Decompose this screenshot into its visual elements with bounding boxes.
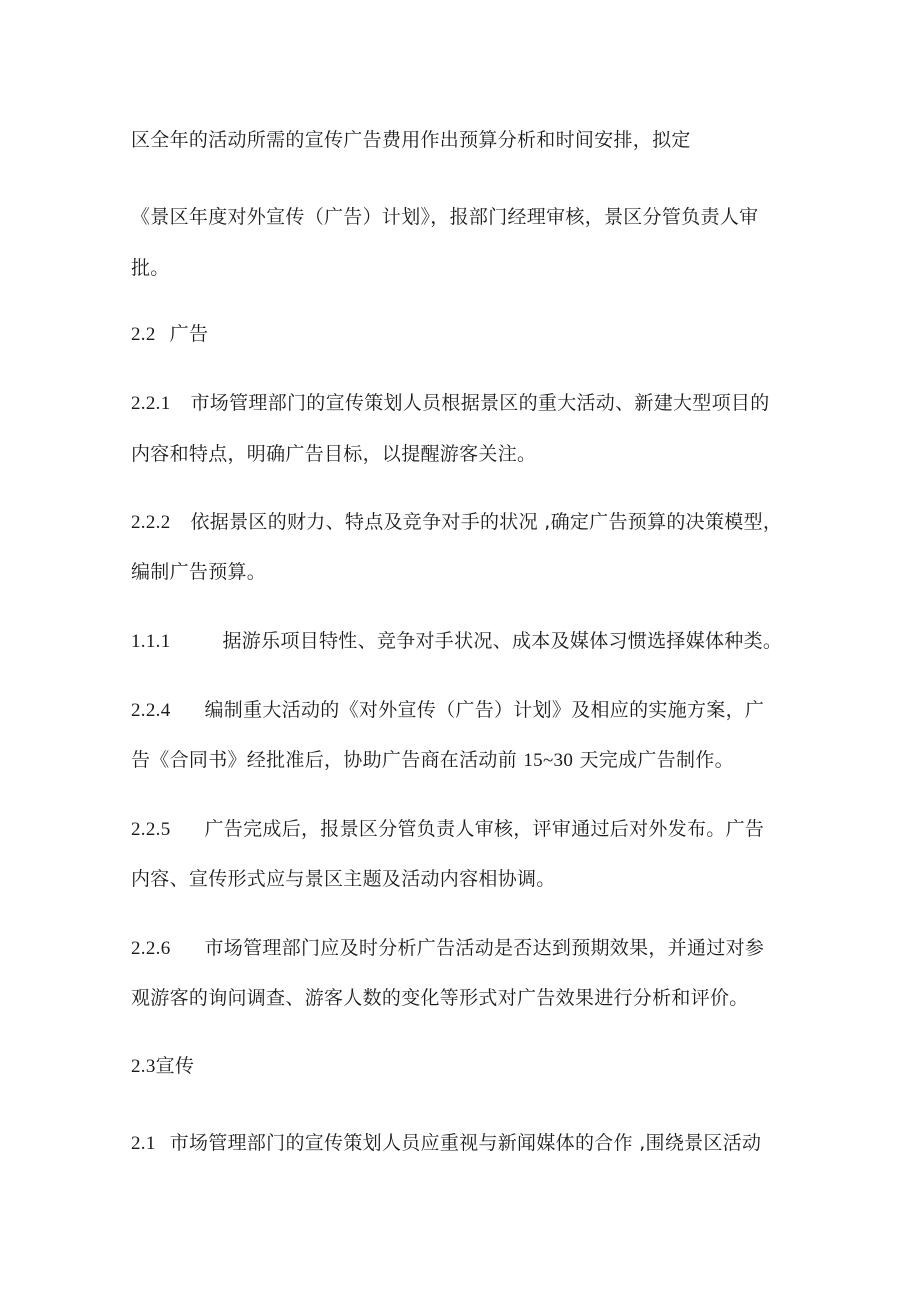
text: 天完成广告制作。: [573, 749, 734, 771]
text: 批。: [131, 257, 170, 279]
section-title: 宣传: [155, 1055, 195, 1077]
text: 《景区年度对外宣传（广告）计划》，报部门经理审核，景区分管负责人审: [131, 206, 759, 228]
section-heading: [131, 1054, 811, 1079]
text: 市场管理部门的宣传策划人员应重视与新闻媒体的合作 ,围绕景区活动: [169, 1132, 762, 1154]
text: 依据景区的财力、特点及竞争对手的状况 ,确定广告预算的决策模型，: [190, 511, 783, 533]
section-heading: [131, 322, 811, 347]
text: 市场管理部门应及时分析广告活动是否达到预期效果，并通过对参: [204, 937, 765, 959]
clause-line: [131, 629, 811, 654]
text: 市场管理部门的宣传策划人员根据景区的重大活动、新建大型项目的: [190, 392, 770, 414]
clause-number: 1.1.1: [131, 631, 171, 652]
text: 编制广告预算。: [131, 561, 267, 583]
clause-line: [131, 698, 811, 723]
text: 据游乐项目特性、竞争对手状况、成本及媒体习惯选择媒体种类。: [222, 630, 783, 652]
clause-line: [131, 748, 811, 773]
section-title: 广告: [169, 323, 209, 345]
paragraph-line: [131, 256, 811, 280]
clause-line: [131, 867, 811, 891]
clause-line: [131, 391, 811, 416]
text: 编制重大活动的《对外宣传（广告）计划》及相应的实施方案，广: [204, 699, 765, 721]
clause-line: [131, 442, 811, 466]
clause-number: 2.2.2: [131, 512, 171, 533]
section-number: 2.2: [131, 324, 156, 345]
day-range: 15~30: [523, 750, 574, 771]
text: 观游客的询问调查、游客人数的变化等形式对广告效果进行分析和评价。: [131, 987, 749, 1009]
clause-number: 2.1: [131, 1133, 156, 1154]
text: 广告完成后，报景区分管负责人审核，评审通过后对外发布。广告: [204, 818, 765, 840]
section-number: 2.3: [131, 1056, 156, 1077]
text: 内容、宣传形式应与景区主题及活动内容相协调。: [131, 868, 556, 890]
clause-number: 2.2.5: [131, 819, 171, 840]
clause-number: 2.2.6: [131, 938, 171, 959]
text: 区全年的活动所需的宣传广告费用作出预算分析和时间安排，拟定: [131, 129, 691, 151]
paragraph-line: [131, 128, 811, 152]
clause-line: [131, 510, 811, 535]
text: 告《合同书》经批准后，协助广告商在活动前: [131, 749, 524, 771]
paragraph-line: [131, 205, 811, 229]
clause-line: [131, 817, 811, 842]
clause-line: [131, 936, 811, 961]
clause-number: 2.2.4: [131, 700, 171, 721]
clause-line: [131, 986, 811, 1010]
clause-line: [131, 1131, 811, 1156]
text: 内容和特点，明确广告目标，以提醒游客关注。: [131, 443, 537, 465]
clause-number: 2.2.1: [131, 393, 171, 414]
clause-line: [131, 560, 811, 584]
